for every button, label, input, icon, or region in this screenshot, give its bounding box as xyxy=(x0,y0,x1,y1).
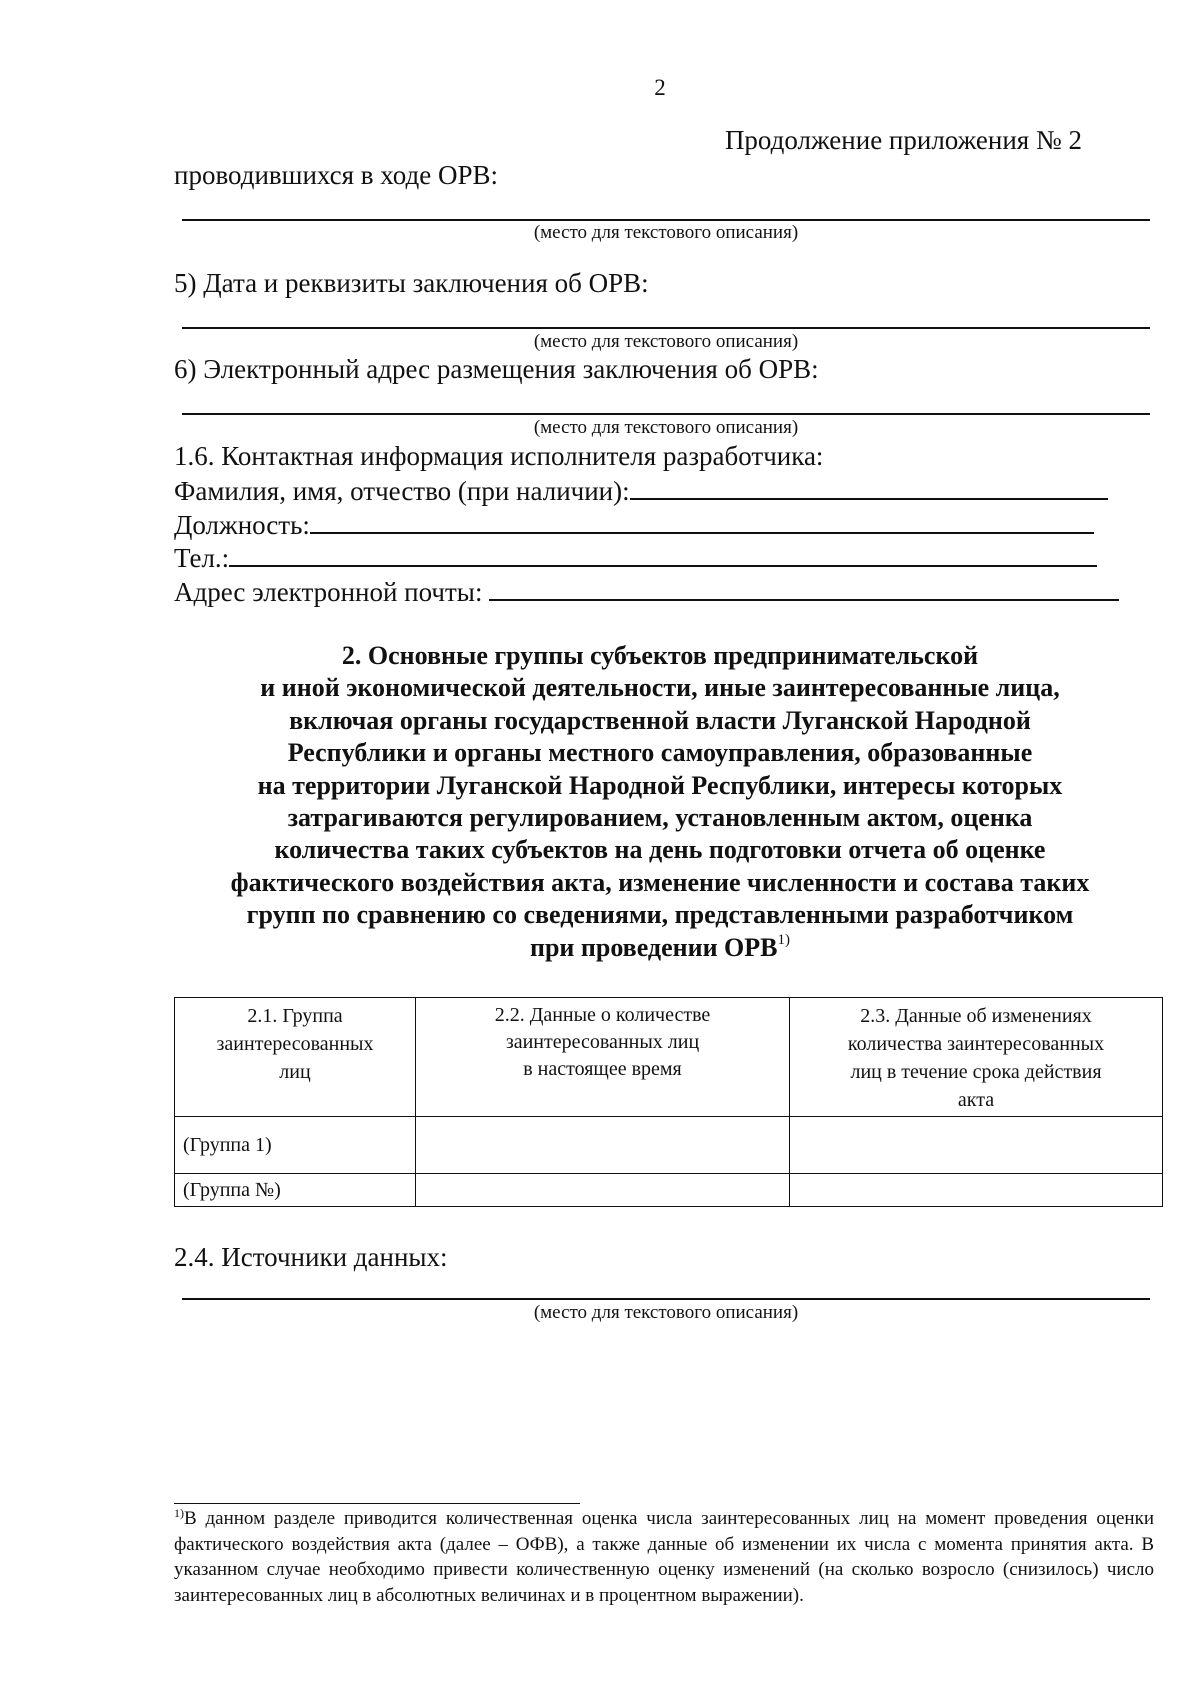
phone-field[interactable] xyxy=(229,541,1097,567)
sources-label: 2.4. Источники данных: xyxy=(174,1242,448,1272)
phone-label: Тел.: xyxy=(174,543,230,573)
carryover-text: проводившихся в ходе ОРВ: xyxy=(174,160,498,190)
footnote-mark: 1) xyxy=(174,1506,184,1520)
heading-line: фактического воздействия акта, изменение численности и состава таких xyxy=(230,867,1090,897)
description-caption-3: (место для текстового описания) xyxy=(533,417,799,438)
description-line-4 xyxy=(182,1298,1150,1300)
email-row xyxy=(174,575,1119,608)
heading-line: 2. Основные группы субъектов предпринимательской xyxy=(341,641,979,670)
position-row xyxy=(174,508,1094,541)
table-row xyxy=(175,1117,1163,1174)
item-5-label: 5) Дата и реквизиты заключения об ОРВ: xyxy=(174,268,649,298)
contact-info-title: 1.6. Контактная информация исполнителя разработчика: xyxy=(174,441,824,471)
fio-row xyxy=(174,474,1108,507)
header-cell-changes xyxy=(790,998,1163,1117)
position-label: Должность: xyxy=(174,510,310,540)
description-caption-1: (место для текстового описания) xyxy=(533,222,799,243)
header-text: количества заинтересованных xyxy=(847,1033,1105,1055)
heading-line: затрагиваются регулированием, установленным актом, оценка xyxy=(287,803,1033,833)
footnote-separator xyxy=(174,1503,580,1504)
item-6-label: 6) Электронный адрес размещения заключения об ОРВ: xyxy=(174,354,819,384)
description-line-2 xyxy=(182,327,1150,329)
description-line-1 xyxy=(182,219,1150,221)
header-cell-current-count xyxy=(416,998,790,1117)
description-caption-4: (место для текстового описания) xyxy=(533,1302,799,1323)
email-label: Адрес электронной почты: xyxy=(174,577,490,607)
header-cell-group xyxy=(175,998,416,1117)
header-text: 2.3. Данные об изменениях xyxy=(860,1005,1092,1027)
current-count-cell[interactable] xyxy=(416,1117,790,1174)
email-field[interactable] xyxy=(489,575,1119,601)
footnote-text: В данном разделе приводится количественная оценка числа заинтересованных лиц на момент проведения оценки фактического воздействия акта (далее – ОФВ), а также данные об изменении их числа с момента принятия акта. В указанном случае необходимо привести количественную оценку изменений (на сколько возросло (снизилось) число заинтересованных лиц в абсолютных величинах и в процентном выражении). xyxy=(174,1508,1154,1606)
heading-line: Республики и органы местного самоуправления, образованные xyxy=(287,738,1033,768)
heading-line: количества таких субъектов на день подготовки отчета об оценке xyxy=(274,835,1046,865)
header-text: лиц в течение срока действия xyxy=(850,1061,1102,1083)
footnote xyxy=(174,1506,1154,1608)
current-count-cell[interactable] xyxy=(416,1174,790,1207)
header-text: заинтересованных лиц xyxy=(505,1031,700,1053)
header-text: лиц xyxy=(279,1061,311,1083)
table-header-row xyxy=(175,998,1163,1117)
header-text: акта xyxy=(957,1089,995,1111)
fio-field[interactable] xyxy=(630,474,1108,500)
heading-last-text: при проведении ОРВ xyxy=(529,932,778,962)
description-caption-2: (место для текстового описания) xyxy=(533,331,799,352)
interested-groups-table xyxy=(174,997,1163,1207)
description-line-3 xyxy=(182,413,1150,415)
table-row xyxy=(175,1174,1163,1207)
fio-label: Фамилия, имя, отчество (при наличии): xyxy=(174,476,630,506)
header-text: в настоящее время xyxy=(523,1058,682,1080)
heading-line: на территории Луганской Народной Республики, интересы которых xyxy=(257,770,1063,800)
heading-line: и иной экономической деятельности, иные заинтересованные лица, xyxy=(260,673,1060,703)
header-text: заинтересованных xyxy=(216,1033,374,1055)
heading-line: включая органы государственной власти Луганской Народной xyxy=(289,705,1031,735)
page-number: 2 xyxy=(654,75,666,100)
appendix-label: Продолжение приложения № 2 xyxy=(724,125,1082,155)
heading-footnote-mark: 1) xyxy=(777,931,791,948)
section-2-heading xyxy=(150,640,1170,964)
header-text: 2.2. Данные о количестве xyxy=(494,1004,711,1026)
heading-line-last xyxy=(150,932,1170,964)
header-text: 2.1. Группа xyxy=(247,1005,343,1027)
row-label-cell: (Группа №) xyxy=(175,1174,416,1207)
changes-cell[interactable] xyxy=(790,1174,1163,1207)
changes-cell[interactable] xyxy=(790,1117,1163,1174)
heading-line: групп по сравнению со сведениями, представленными разработчиком xyxy=(246,900,1074,930)
position-field[interactable] xyxy=(310,508,1094,534)
phone-row xyxy=(174,541,1097,574)
row-label-cell: (Группа 1) xyxy=(175,1117,416,1174)
